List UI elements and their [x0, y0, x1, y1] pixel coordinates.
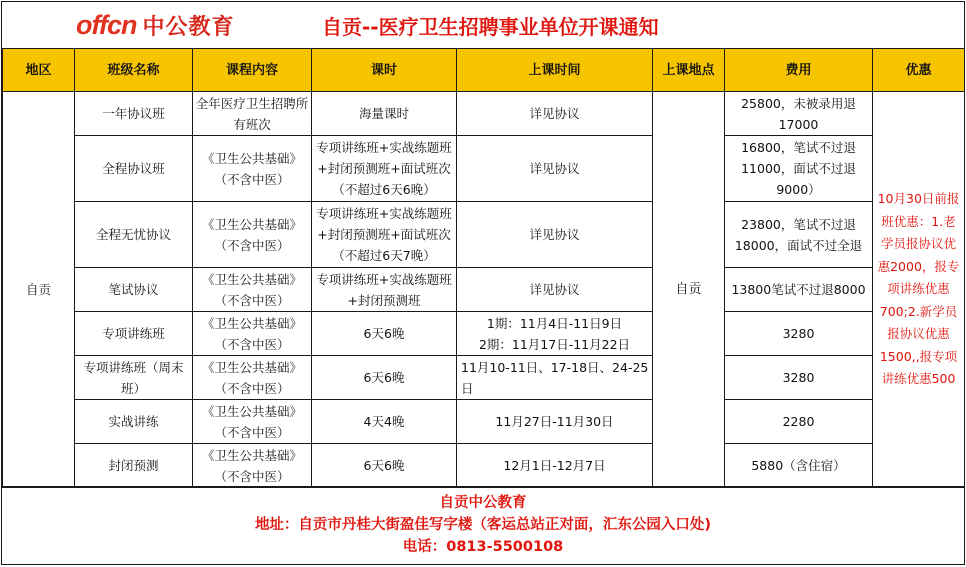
page-title: 自贡--医疗卫生招聘事业单位开课通知: [322, 15, 659, 39]
fee-cell: 5880（含住宿）: [725, 444, 873, 488]
class-name-cell: 全程无忧协议: [75, 202, 193, 268]
logo-text-cn: 中公教育: [142, 14, 235, 40]
logo-text-en: offcn: [76, 9, 137, 40]
col-header-discount: 优惠: [873, 49, 965, 92]
fee-cell: 2280: [725, 400, 873, 444]
header: [2, 2, 964, 49]
hours-cell: 专项讲练班+实战练题班+封闭预测班+面试班次（不超过6天6晚）: [312, 136, 457, 202]
col-header-class-name: 班级名称: [75, 49, 193, 92]
content-cell: 《卫生公共基础》（不含中医）: [193, 268, 312, 312]
offcn-logo: [76, 10, 235, 40]
fee-cell: 3280: [725, 356, 873, 400]
time-cell: 12月1日-12月7日: [457, 444, 653, 488]
content-cell: 《卫生公共基础》（不含中医）: [193, 356, 312, 400]
course-table: [2, 48, 965, 488]
time-cell: 11月27日-11月30日: [457, 400, 653, 444]
fee-cell: 16800，笔试不过退11000，面试不过退9000）: [725, 136, 873, 202]
table-row: [3, 400, 965, 444]
col-header-hours: 课时: [312, 49, 457, 92]
class-name-cell: 封闭预测: [75, 444, 193, 488]
col-header-time: 上课时间: [457, 49, 653, 92]
col-header-fee: 费用: [725, 49, 873, 92]
content-cell: 《卫生公共基础》（不含中医）: [193, 202, 312, 268]
hours-cell: 4天4晚: [312, 400, 457, 444]
content-cell: 《卫生公共基础》（不含中医）: [193, 312, 312, 356]
hours-cell: 6天6晚: [312, 356, 457, 400]
footer-phone: 电话：0813-5500108: [402, 539, 564, 555]
notice-page: [1, 1, 965, 565]
time-cell: 详见协议: [457, 92, 653, 136]
col-header-content: 课程内容: [193, 49, 312, 92]
location-cell: 自贡: [653, 92, 725, 488]
content-cell: 全年医疗卫生招聘所有班次: [193, 92, 312, 136]
footer-org-name: 自贡中公教育: [439, 495, 527, 511]
fee-cell: 23800，笔试不过退18000，面试不过全退: [725, 202, 873, 268]
fee-cell: 25800，未被录用退17000: [725, 92, 873, 136]
class-name-cell: 专项讲练班（周末班）: [75, 356, 193, 400]
class-name-cell: 笔试协议: [75, 268, 193, 312]
col-header-region: 地区: [3, 49, 75, 92]
hours-cell: 专项讲练班+实战练题班+封闭预测班: [312, 268, 457, 312]
hours-cell: 6天6晚: [312, 312, 457, 356]
fee-cell: 13800笔试不过退8000: [725, 268, 873, 312]
class-name-cell: 专项讲练班: [75, 312, 193, 356]
table-row: [3, 268, 965, 312]
table-row: [3, 202, 965, 268]
class-name-cell: 实战讲练: [75, 400, 193, 444]
table-row: [3, 312, 965, 356]
time-cell: 详见协议: [457, 136, 653, 202]
footer-address: 地址：自贡市丹桂大街盈佳写字楼（客运总站正对面，汇东公园入口处): [254, 517, 712, 533]
footer: [2, 486, 964, 565]
time-cell: 详见协议: [457, 268, 653, 312]
time-line: 2期：11月17日-11月22日: [478, 336, 631, 352]
promo-cell: 10月30日前报班优惠：1.老学员报协议优惠2000，报专项讲练优惠700;2.新学员报协议优惠1500,,报专项讲练优惠500: [873, 92, 965, 488]
class-name-cell: 一年协议班: [75, 92, 193, 136]
time-line: 1期：11月4日-11日9日: [486, 315, 623, 331]
content-cell: 《卫生公共基础》（不含中医）: [193, 444, 312, 488]
table-row: [3, 92, 965, 136]
content-cell: 《卫生公共基础》（不含中医）: [193, 400, 312, 444]
table-row: [3, 356, 965, 400]
hours-cell: 海量课时: [312, 92, 457, 136]
table-header-row: [3, 49, 965, 92]
hours-cell: 专项讲练班+实战练题班+封闭预测班+面试班次（不超过6天7晚）: [312, 202, 457, 268]
fee-cell: 3280: [725, 312, 873, 356]
time-cell: 详见协议: [457, 202, 653, 268]
class-name-cell: 全程协议班: [75, 136, 193, 202]
hours-cell: 6天6晚: [312, 444, 457, 488]
region-cell: 自贡: [3, 92, 75, 488]
time-cell: [457, 312, 653, 356]
table-row: [3, 136, 965, 202]
col-header-location: 上课地点: [653, 49, 725, 92]
table-row: [3, 444, 965, 488]
content-cell: 《卫生公共基础》（不含中医）: [193, 136, 312, 202]
time-cell: 11月10-11日、17-18日、24-25日: [457, 356, 653, 400]
